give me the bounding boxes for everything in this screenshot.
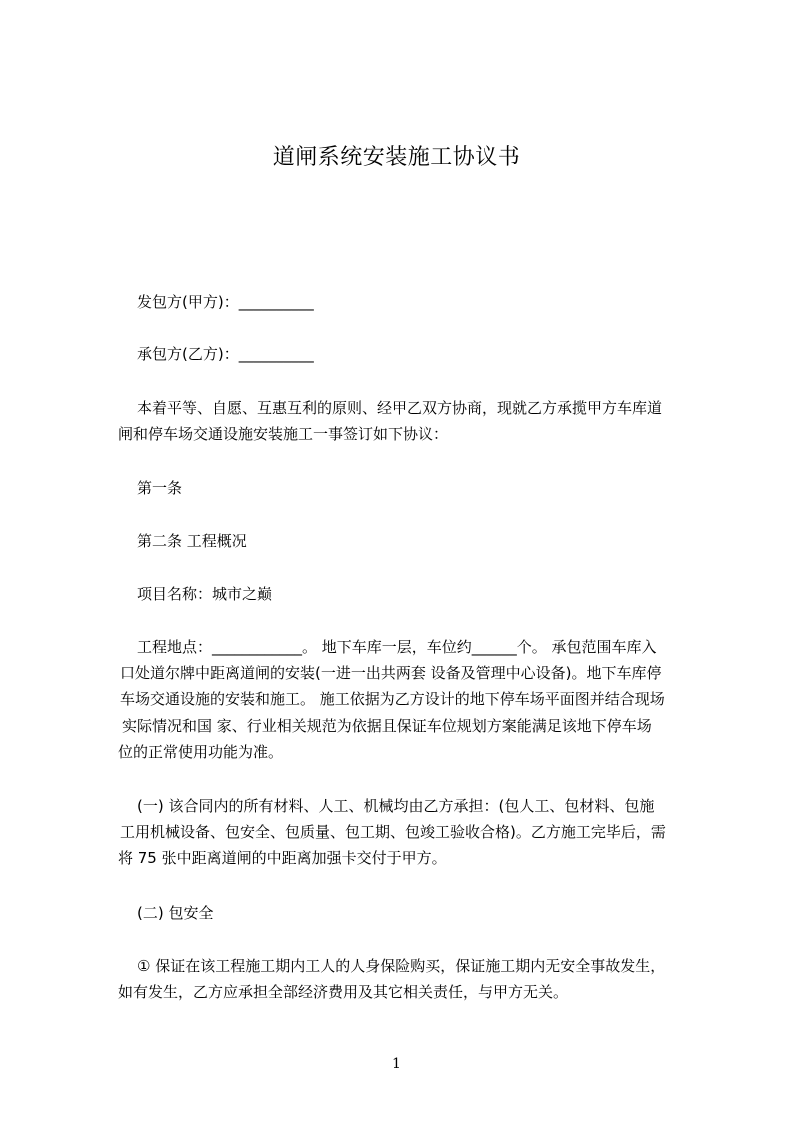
page-number: 1 <box>392 1056 401 1072</box>
paragraph-line: 如有发生，乙方应承担全部经济费用及其它相关责任，与甲方无关。 <box>118 983 569 1001</box>
party-b-line: 承包方(乙方)：__________ <box>137 345 314 363</box>
document-title: 道闸系统安装施工协议书 <box>272 145 521 170</box>
paragraph-line: 工程地点：____________。 地下车库一层，车位约______个。 承包范围车库入 <box>137 638 657 656</box>
paragraph-line: 工用机械设备、包安全、包质量、包工期、包竣工验收合格)。乙方施工完毕后，需 <box>120 823 666 841</box>
clause-heading: (二) 包安全 <box>137 904 214 922</box>
paragraph-line: 口处道尔牌中距离道闸的安装(一进一出共两套 设备及管理中心设备)。地下车库停 <box>120 664 662 682</box>
article-heading: 第二条 工程概况 <box>137 532 247 550</box>
paragraph-line: 车场交通设施的安装和施工。 施工依据为乙方设计的地下停车场平面图并结合现场 <box>120 690 665 708</box>
article-heading: 第一条 <box>137 479 183 497</box>
paragraph-line: (一) 该合同内的所有材料、人工、机械均由乙方承担：(包人工、包材料、包施 <box>137 797 655 815</box>
project-name-line: 项目名称：城市之巅 <box>137 585 273 603</box>
paragraph-line: 位的正常使用功能为准。 <box>118 743 284 761</box>
paragraph-line: 闸和停车场交通设施安装施工一事签订如下协议： <box>118 425 449 443</box>
paragraph-line: 将 75 张中距离道闸的中距离加强卡交付于甲方。 <box>118 849 447 867</box>
party-a-line: 发包方(甲方)：__________ <box>137 293 314 311</box>
paragraph-line: 实际情况和国 家、行业相关规范为依据且保证车位规划方案能满足该地下停车场 <box>122 717 652 735</box>
paragraph-line: 本着平等、自愿、互惠互利的原则、经甲乙双方协商，现就乙方承揽甲方车库道 <box>137 399 663 417</box>
paragraph-line: ① 保证在该工程施工期内工人的人身保险购买，保证施工期内无安全事故发生， <box>137 957 666 975</box>
